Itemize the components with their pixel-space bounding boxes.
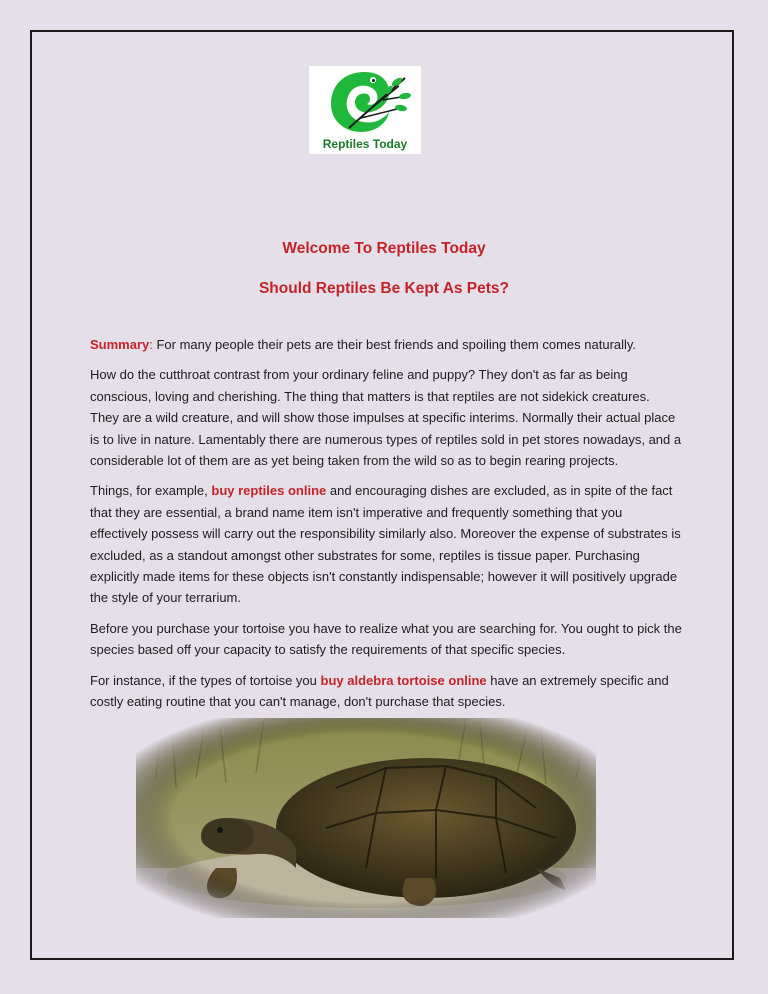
summary-paragraph [90, 334, 682, 355]
tortoise-photo [136, 718, 596, 918]
summary-label: Summary [90, 337, 150, 352]
reptiles-today-logo [309, 66, 421, 154]
buy-reptiles-online-link[interactable]: buy reptiles online [211, 483, 327, 499]
paragraph-5 [90, 670, 682, 713]
paragraph-5-before: For instance, if the types of tortoise you [90, 672, 321, 688]
summary-colon: : [149, 337, 153, 352]
logo-text: Reptiles Today [322, 137, 408, 151]
paragraph-5-after: have an extremely specific and costly eating routine that you can't manage, don't purchase that species. [90, 672, 669, 710]
paragraph-4: Before you purchase your tortoise you have to realize what you are searching for. You ought to pick the species based off your capacity to satisfy the requirements of that specific species. [90, 620, 682, 658]
paragraph-3 [90, 480, 682, 608]
paragraph-3-after: and encouraging dishes are excluded, as in spite of the fact that they are essential, a brand name item isn't imperative and frequently something that you effectively possess will carry out the responsibility similarly also. Moreover the expense of substrates is excluded, as a standout amongst other substrates for some, reptiles is tissue paper. Purchasing explicitly made items for these objects isn't constantly indispensable; however it will positively upgrade the style of your terrarium. [90, 483, 681, 606]
welcome-heading: Welcome To Reptiles Today [282, 240, 486, 257]
buy-aldebra-tortoise-online-link[interactable]: buy aldebra tortoise online [320, 672, 487, 688]
article-body [90, 334, 682, 722]
summary-text: For many people their pets are their best friends and spoiling them comes naturally. [152, 337, 637, 352]
paragraph-2: How do the cutthroat contrast from your ordinary feline and puppy? They don't as far as being conscious, loving and cherishing. The thing that matters is that reptiles are not sidekick creatures. They are a wild creature, and will show those impulses at specific interims. Normally their actual place is to live in nature. Lamentably there are numerous types of reptiles sold in pet stores nowadays, and a considerable lot of them are as yet being taken from the wild so as to begin rearing projects. [90, 367, 682, 469]
question-heading: Should Reptiles Be Kept As Pets? [258, 280, 510, 297]
paragraph-3-before: Things, for example, [90, 483, 212, 499]
